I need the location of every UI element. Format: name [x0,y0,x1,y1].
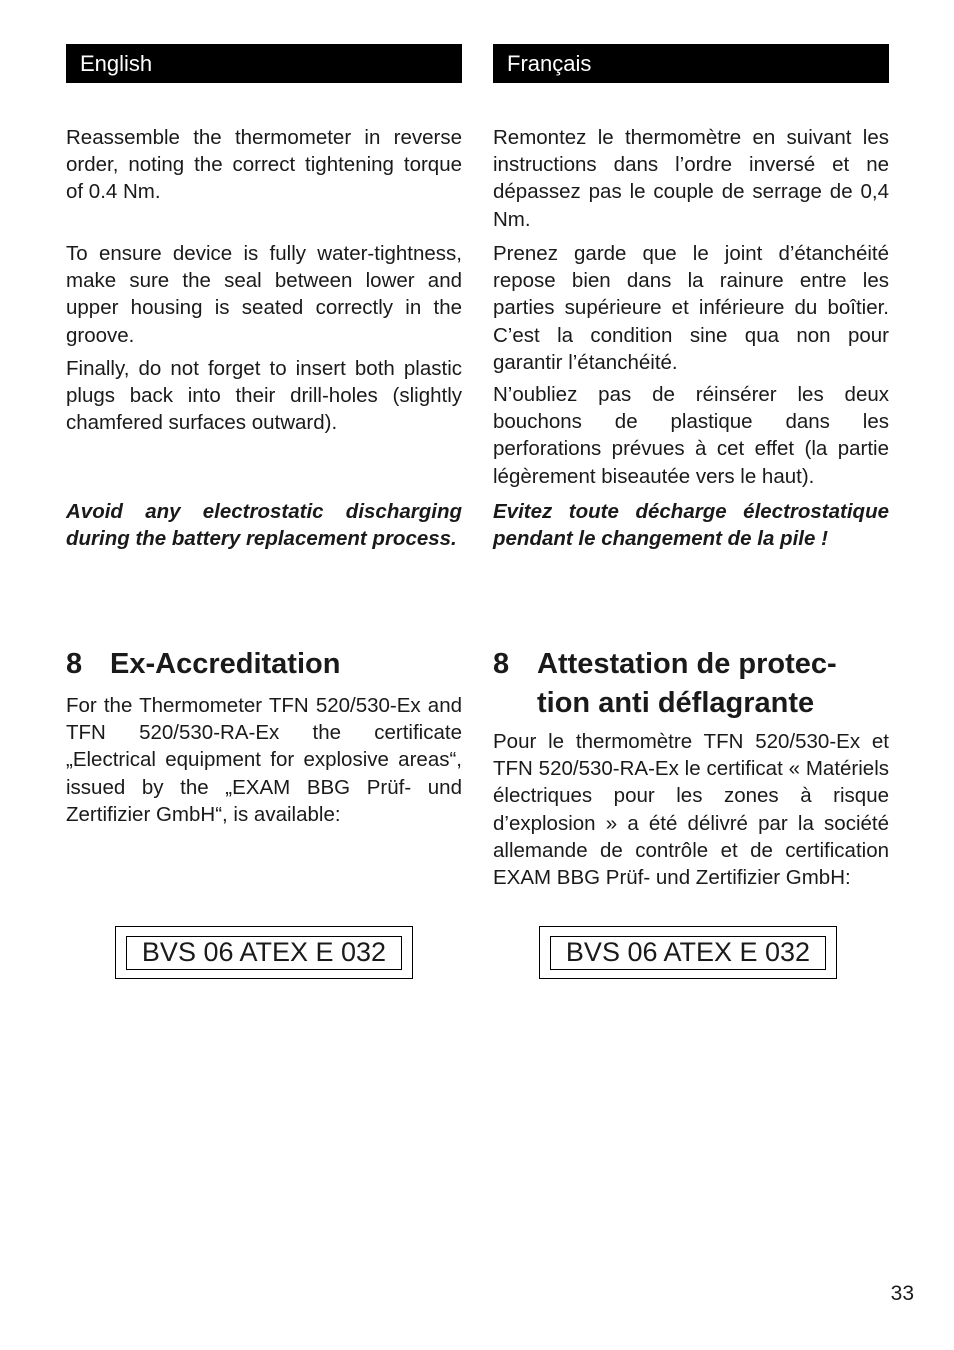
certificate-number: BVS 06 ATEX E 032 [550,936,826,970]
language-header-english: English [66,44,462,83]
english-column [66,44,462,967]
section-heading [493,645,889,723]
section-heading [66,645,462,684]
certificate-paragraph: For the Thermometer TFN 520/530-Ex and TFN 520/530-RA-Ex the certificate „Electrical equipment for explosive areas“, issued by the „EXAM BBG Prüf- und Zertifizier GmbH“, is available: [66,694,462,826]
section-title: Ex-Accreditation [110,648,341,680]
section-number: 8 [66,648,83,680]
reassemble-paragraph: Reassemble the thermometer in reverse order, noting the correct tightening torque of 0.4 Nm. [66,126,462,204]
certificate-paragraph: Pour le thermomètre TFN 520/530-Ex et TFN 520/530-RA-Ex le certificat « Matériels électriques pour les zones à risque d’explosion » a été délivré par la société allemande de contrôle et de certification EXAM BBG Prüf- und Zertifizier GmbH: [493,730,889,890]
section-number: 8 [493,648,510,680]
french-column [493,44,889,967]
seal-paragraph: To ensure device is fully water-tightness, make sure the seal between lower and upper housing is seated correctly in the groove. [66,242,462,347]
electrostatic-warning: Evitez toute décharge électrostatique pendant le changement de la pile ! [493,500,889,551]
certificate-box [539,926,837,979]
page-number: 33 [890,1282,914,1305]
certificate-box [115,926,413,979]
reassemble-paragraph: Remontez le thermomètre en suivant les instructions dans l’ordre inversé et ne dépassez pas le couple de serrage de 0,4 Nm. [493,126,889,231]
plugs-paragraph: Finally, do not forget to insert both plastic plugs back into their drill-holes (slightly chamfered surfaces outward). [66,357,462,435]
certificate-number: BVS 06 ATEX E 032 [126,936,402,970]
plugs-paragraph: N’oubliez pas de réinsérer les deux bouchons de plastique dans les perforations prévues à cet effet (la partie légèrement biseautée vers le haut). [493,383,889,488]
language-header-french: Français [493,44,889,83]
seal-paragraph: Prenez garde que le joint d’étanchéité repose bien dans la rainure entre les parties supérieure et inférieure du boîtier. C’est la condition sine qua non pour garantir l’étanchéité. [493,242,889,374]
electrostatic-warning: Avoid any electrostatic discharging during the battery replacement process. [66,500,462,551]
section-title: Attestation de protec-tion anti déflagrante [537,648,837,719]
